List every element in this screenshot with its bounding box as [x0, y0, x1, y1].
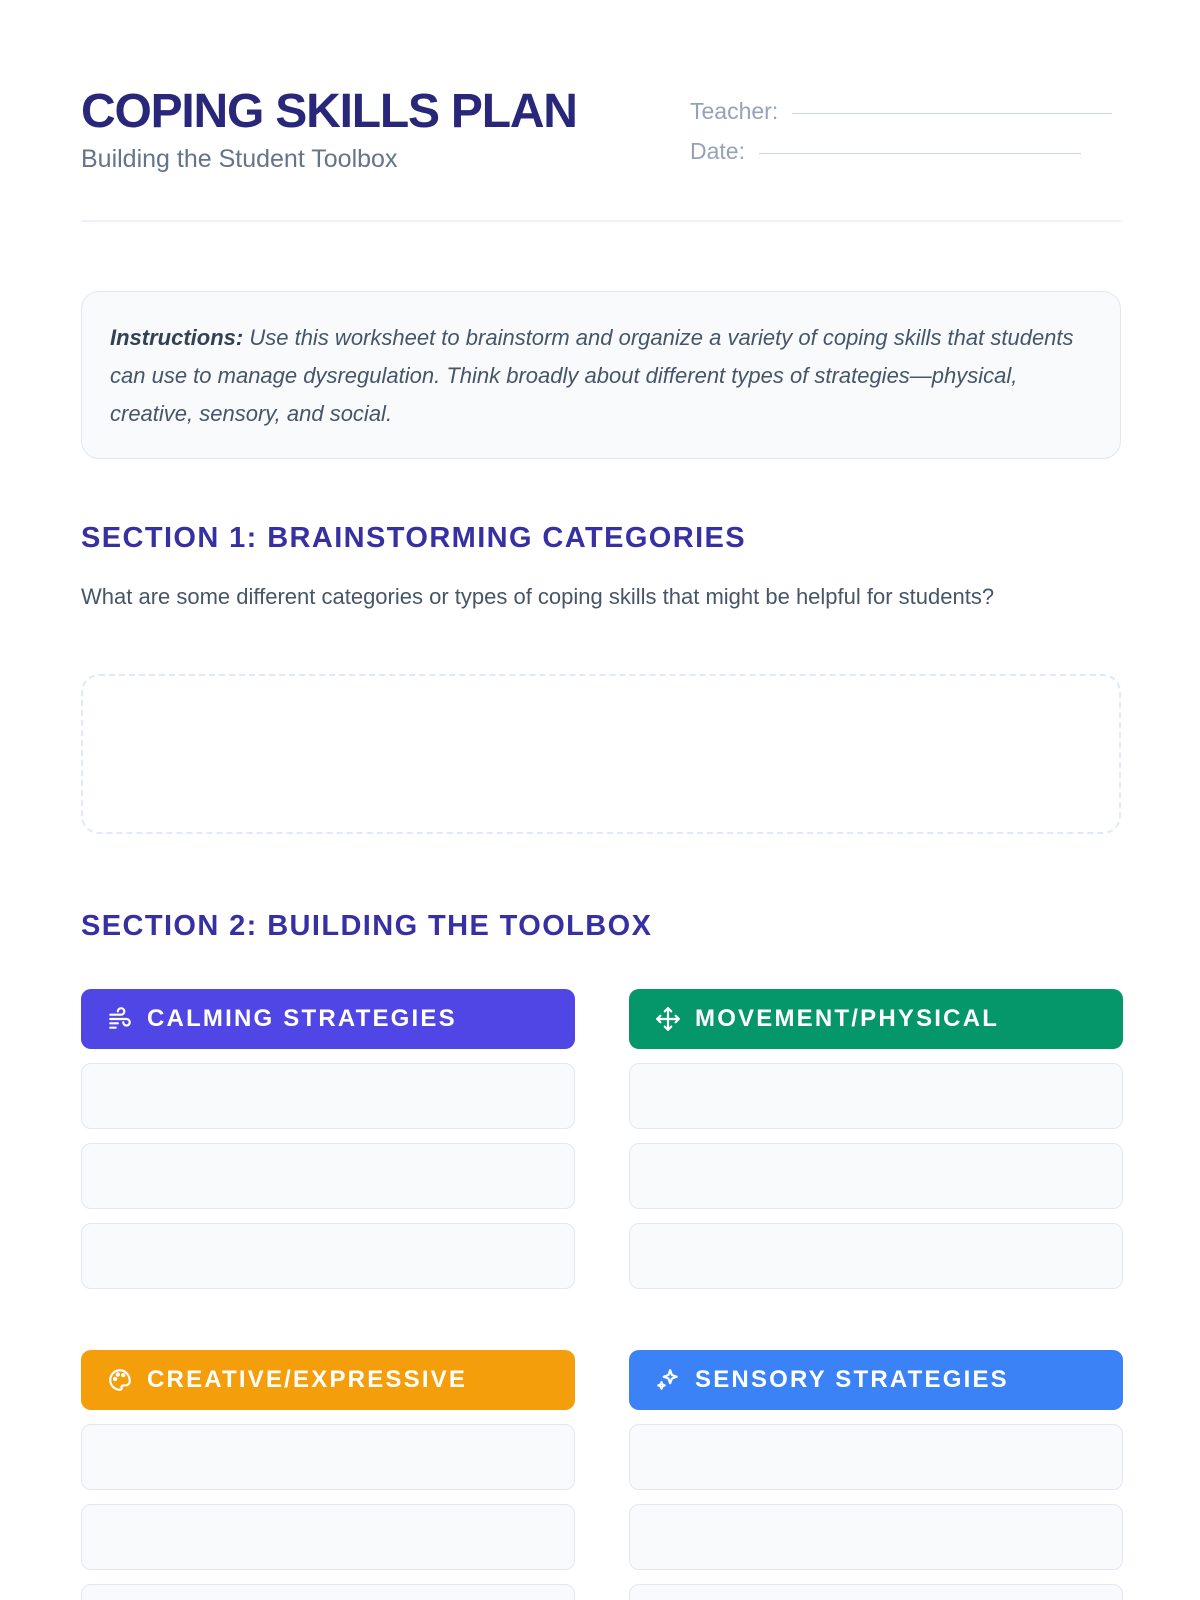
- instructions-lead: Instructions:: [110, 325, 244, 350]
- category-label-calming: CALMING STRATEGIES: [147, 1005, 457, 1032]
- sensory-entry-1[interactable]: [629, 1424, 1123, 1490]
- page-title: COPING SKILLS PLAN: [81, 85, 577, 138]
- creative-entry-3[interactable]: [81, 1584, 575, 1600]
- category-label-sensory: SENSORY STRATEGIES: [695, 1366, 1009, 1393]
- calming-entry-2[interactable]: [81, 1143, 575, 1209]
- teacher-field: [690, 96, 1112, 126]
- teacher-label: Teacher:: [690, 97, 779, 124]
- category-header-sensory: [629, 1350, 1123, 1410]
- category-label-creative: CREATIVE/EXPRESSIVE: [147, 1366, 468, 1393]
- move-icon: [655, 1006, 681, 1032]
- creative-entry-1[interactable]: [81, 1424, 575, 1490]
- category-header-calming: [81, 989, 575, 1049]
- category-label-movement: MOVEMENT/PHYSICAL: [695, 1005, 1000, 1032]
- palette-icon: [107, 1367, 133, 1393]
- sensory-entry-2[interactable]: [629, 1504, 1123, 1570]
- wind-icon: [107, 1006, 133, 1032]
- worksheet-page: [81, 0, 1121, 1600]
- movement-entry-1[interactable]: [629, 1063, 1123, 1129]
- brainstorm-answer-area[interactable]: [81, 674, 1121, 834]
- category-sensory: [629, 1350, 1123, 1600]
- date-field: [690, 136, 1081, 166]
- worksheet-header: [81, 84, 1121, 224]
- category-calming: [81, 989, 575, 1289]
- calming-entry-1[interactable]: [81, 1063, 575, 1129]
- instructions-box: [81, 291, 1121, 459]
- section-1-title: SECTION 1: BRAINSTORMING CATEGORIES: [81, 522, 747, 554]
- creative-entry-2[interactable]: [81, 1504, 575, 1570]
- movement-entry-3[interactable]: [629, 1223, 1123, 1289]
- category-header-movement: [629, 989, 1123, 1049]
- category-header-creative: [81, 1350, 575, 1410]
- category-movement: [629, 989, 1123, 1289]
- category-creative: [81, 1350, 575, 1600]
- section-2-title: SECTION 2: BUILDING THE TOOLBOX: [81, 910, 653, 942]
- sparkles-icon: [655, 1367, 681, 1393]
- date-label: Date:: [690, 137, 745, 164]
- section-1-prompt: What are some different categories or types of coping skills that might be helpful for students?: [81, 584, 995, 609]
- page-subtitle: Building the Student Toolbox: [81, 145, 398, 173]
- calming-entry-3[interactable]: [81, 1223, 575, 1289]
- instructions-text: Use this worksheet to brainstorm and organize a variety of coping skills that students can use to manage dysregulation. Think broadly about different types of strategies—physical, creative, sensory, and social.: [110, 325, 1074, 426]
- header-divider: [81, 220, 1121, 222]
- sensory-entry-3[interactable]: [629, 1584, 1123, 1600]
- teacher-blank-line[interactable]: [792, 113, 1112, 114]
- date-blank-line[interactable]: [759, 153, 1081, 154]
- movement-entry-2[interactable]: [629, 1143, 1123, 1209]
